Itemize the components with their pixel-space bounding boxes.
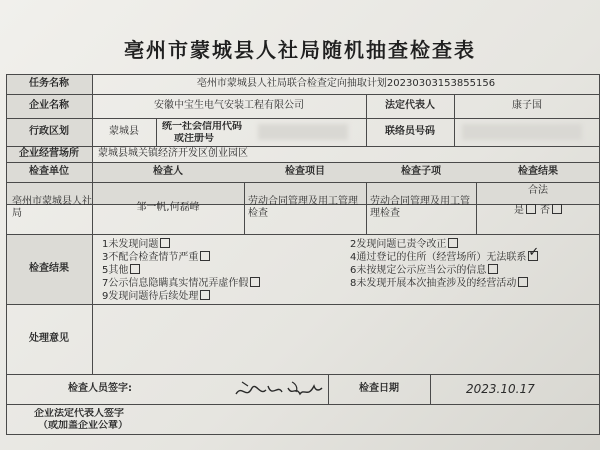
credit-code-redacted bbox=[258, 124, 348, 140]
credit-code-label-2: 或注册号 bbox=[174, 133, 214, 144]
option-6-checkbox[interactable] bbox=[488, 264, 498, 274]
legal-rep-value: 康子国 bbox=[512, 100, 542, 111]
result-option-1[interactable]: 1未发现问题 bbox=[102, 238, 170, 251]
handling-field[interactable] bbox=[94, 306, 598, 372]
form-table bbox=[6, 74, 600, 450]
header-item: 检查项目 bbox=[285, 166, 325, 177]
company-label: 企业名称 bbox=[29, 100, 69, 111]
task-value: 亳州市蒙城县人社局联合检查定向抽取计划20230303153855156 bbox=[196, 78, 496, 89]
option-1-checkbox[interactable] bbox=[160, 238, 170, 248]
result-option-7[interactable]: 7公示信息隐瞒真实情况弄虚作假 bbox=[102, 277, 260, 290]
task-label: 任务名称 bbox=[29, 78, 69, 89]
district-value: 蒙城县 bbox=[109, 126, 139, 137]
option-2-checkbox[interactable] bbox=[448, 238, 458, 248]
header-result: 检查结果 bbox=[518, 166, 558, 177]
result-option-2[interactable]: 2发现问题已责令改正 bbox=[350, 238, 458, 251]
contact-redacted bbox=[462, 124, 582, 140]
address-label: 企业经营场所 bbox=[19, 148, 79, 159]
header-inspector: 检查人 bbox=[153, 166, 183, 177]
check-item: 劳动合同管理及用工管理检查 bbox=[248, 196, 358, 219]
result-option-3[interactable]: 3不配合检查情节严重 bbox=[102, 251, 210, 264]
address-value: 蒙城县城关镇经济开发区创业园区 bbox=[98, 148, 248, 159]
header-unit: 检查单位 bbox=[29, 166, 69, 177]
option-5-checkbox[interactable] bbox=[130, 264, 140, 274]
option-9-checkbox[interactable] bbox=[200, 290, 210, 300]
legal-sign-label-2: （或加盖企业公章） bbox=[38, 420, 128, 431]
check-date-label: 检查日期 bbox=[359, 383, 399, 394]
result-no-option[interactable]: 否 bbox=[540, 204, 562, 217]
result-option-8[interactable]: 8未发现开展本次抽查涉及的经营活动 bbox=[350, 277, 528, 290]
result-option-6[interactable]: 6未按规定公示应当公示的信息 bbox=[350, 264, 498, 277]
result-option-9[interactable]: 9发现问题待后续处理 bbox=[102, 290, 210, 303]
header-subitem: 检查子项 bbox=[401, 166, 441, 177]
result-option-4[interactable]: 4通过登记的住所（经营场所）无法联系 ✓ bbox=[350, 245, 540, 263]
check-unit: 亳州市蒙城县人社局 bbox=[12, 196, 92, 219]
results-label: 检查结果 bbox=[29, 263, 69, 274]
district-label: 行政区划 bbox=[29, 126, 69, 137]
check-date-value: 2023.10.17 bbox=[466, 382, 535, 396]
legal-sign-label: 企业法定代表人签字 bbox=[34, 408, 124, 419]
yes-checkbox[interactable] bbox=[526, 204, 536, 214]
option-4-checkbox[interactable] bbox=[528, 245, 540, 261]
form-title: 亳州市蒙城县人社局随机抽查检查表 bbox=[124, 38, 476, 62]
company-value: 安徽中宝生电气安装工程有限公司 bbox=[154, 100, 304, 111]
credit-code-label: 统一社会信用代码 bbox=[162, 121, 242, 132]
contact-label: 联络员号码 bbox=[385, 126, 435, 137]
result-option-5[interactable]: 5其他 bbox=[102, 264, 140, 277]
no-checkbox[interactable] bbox=[552, 204, 562, 214]
handling-label: 处理意见 bbox=[29, 333, 69, 344]
option-7-checkbox[interactable] bbox=[250, 277, 260, 287]
result-yes-option[interactable]: 是 bbox=[514, 204, 536, 217]
option-8-checkbox[interactable] bbox=[518, 277, 528, 287]
check-inspector: 邹一帆,何磊峰 bbox=[136, 202, 200, 213]
inspector-signature-scribble bbox=[232, 378, 324, 402]
check-subitem: 劳动合同管理及用工管理检查 bbox=[370, 196, 470, 219]
check-result-title: 合法 bbox=[528, 185, 548, 196]
check-mark-icon: ✓ bbox=[528, 245, 540, 260]
legal-rep-label: 法定代表人 bbox=[385, 100, 435, 111]
inspector-signature-label: 检查人员签字: bbox=[68, 383, 132, 394]
option-3-checkbox[interactable] bbox=[200, 251, 210, 261]
